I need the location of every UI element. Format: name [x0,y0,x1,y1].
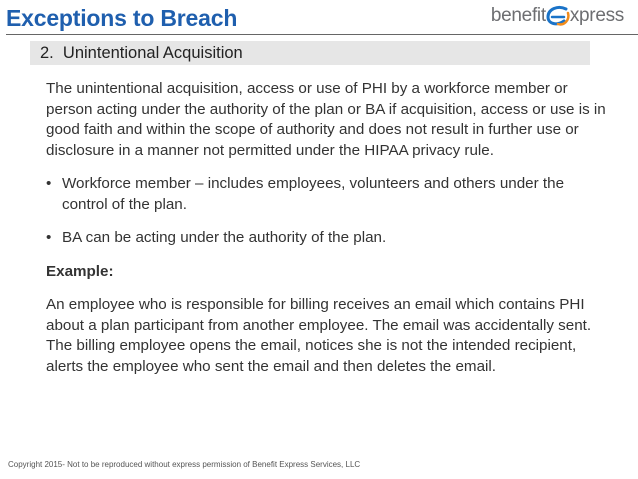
intro-paragraph: The unintentional acquisition, access or use of PHI by a workforce member or person acting under the authority of the plan or BA if acquisition, access or use is in good faith and within the scope of authority and does not result in further use or disclosure in a manner not permitted under the HIPAA privacy rule. [46,80,606,159]
slide-body [46,79,606,390]
benefit-express-logo [491,4,624,28]
example-paragraph: An employee who is responsible for billing receives an email which contains PHI about a plan participant from another employee. The email was accidentally sent. The billing employee opens the email, notices she is not the intended recipient, alerts the employee who sent the email and then deletes the email. [46,296,592,375]
bullet-dot: • [46,229,52,246]
bullet-item-workforce [46,174,606,215]
section-heading: 2. Unintentional Acquisition [40,44,243,62]
logo-e-swoosh-icon [544,4,572,28]
copyright-footer: Copyright 2015- Not to be reproduced without express permission of Benefit Express Services, LLC [8,460,361,469]
bullet-item-ba [46,228,606,249]
example-heading: Example: [46,262,114,280]
logo-text-xpress: xpress [569,5,624,26]
title-divider [6,34,638,35]
logo-text-benefit: benefit [490,5,546,26]
slide-title: Exceptions to Breach [6,5,238,31]
bullet-text: Workforce member – includes employees, volunteers and others under the control of the plan. [62,175,565,213]
bullet-text: BA can be acting under the authority of the plan. [62,229,387,246]
bullet-dot: • [46,175,52,192]
